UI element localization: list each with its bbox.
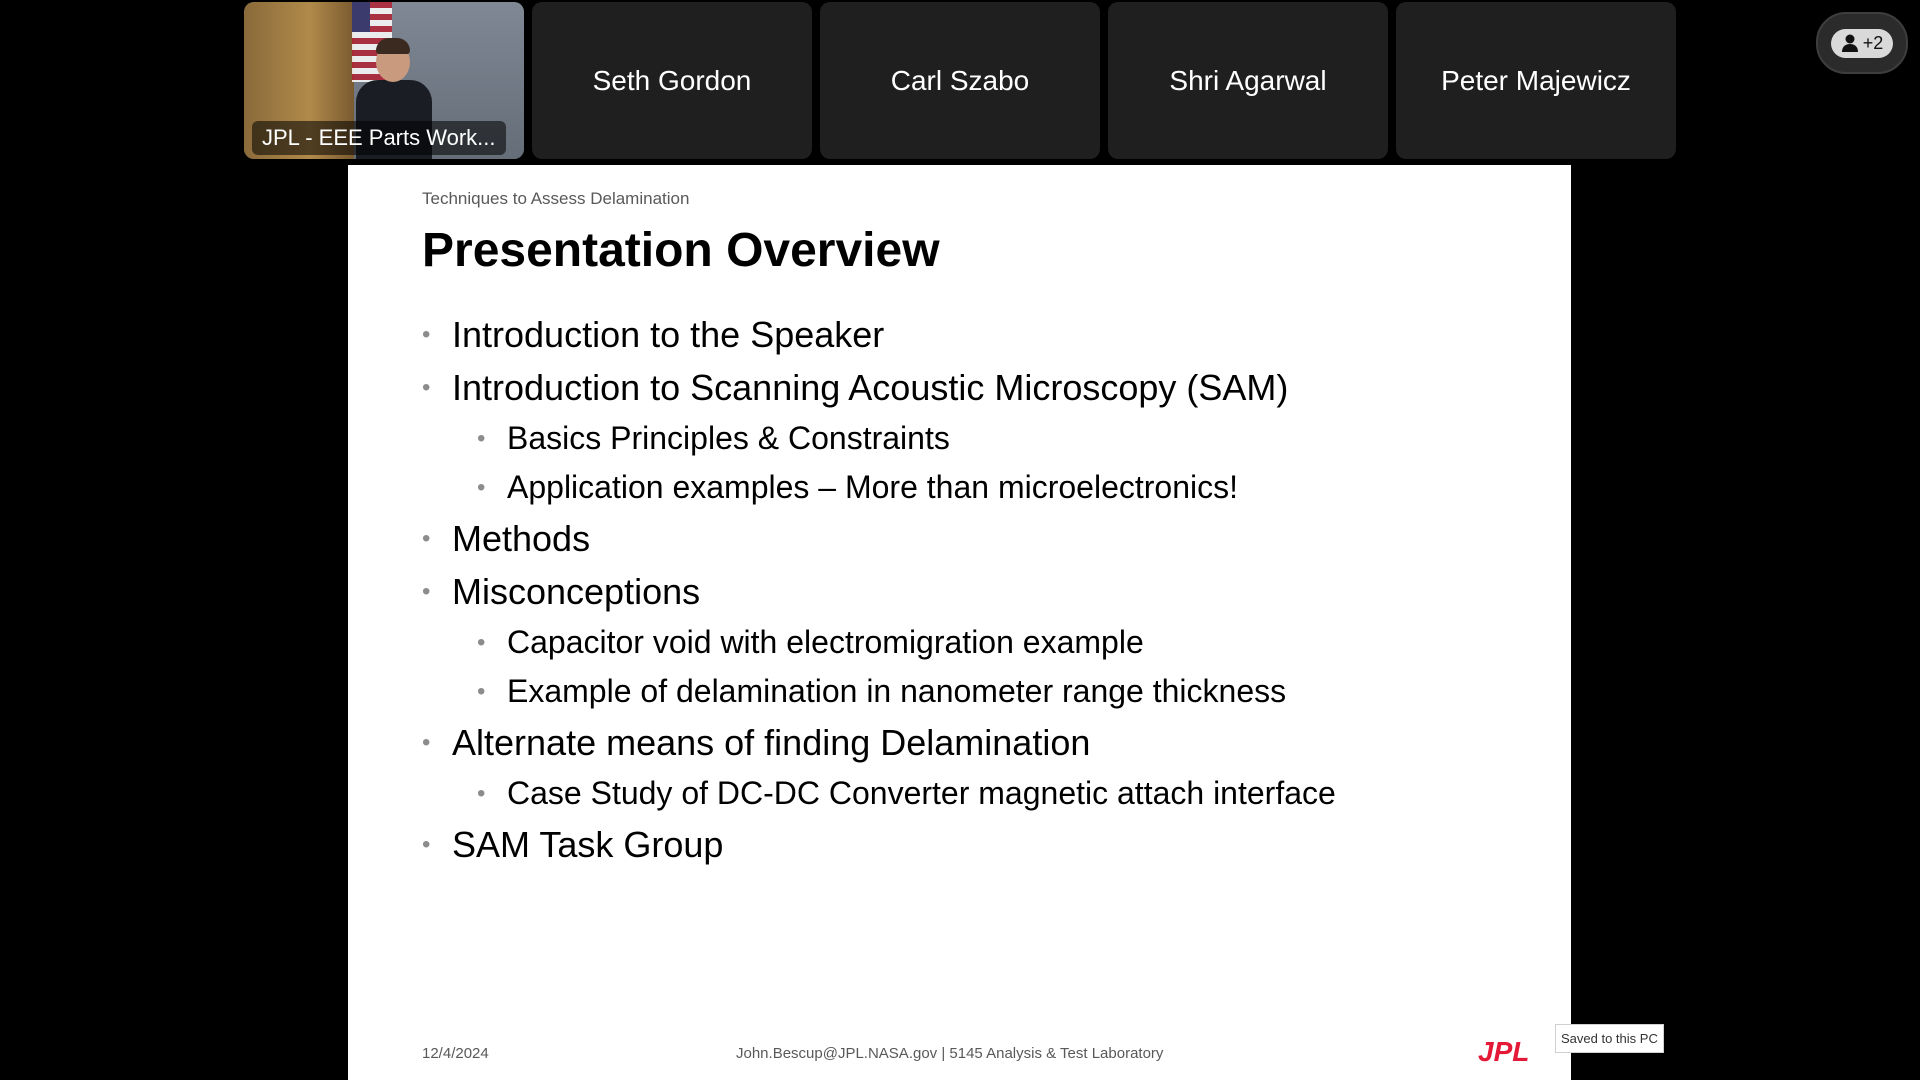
bullet-item	[422, 716, 1336, 769]
more-participants-button[interactable]	[1816, 12, 1908, 74]
person-icon	[1841, 33, 1859, 53]
bullet-item	[422, 565, 1336, 618]
bullet-text: Methods	[452, 518, 591, 559]
sub-bullet-item	[422, 463, 1336, 512]
video-tile-label: JPL - EEE Parts Work...	[252, 121, 506, 155]
participant-name: Shri Agarwal	[1169, 64, 1327, 96]
bullet-text: Misconceptions	[452, 571, 701, 612]
bullet-dot-icon: •	[422, 525, 431, 552]
bullet-dot-icon: •	[477, 678, 486, 705]
participant-tile-peter-majewicz[interactable]	[1396, 2, 1676, 159]
bullet-dot-icon: •	[422, 831, 431, 858]
participants-count-pill	[1831, 29, 1894, 58]
sub-bullet-item	[422, 618, 1336, 667]
bullet-item	[422, 818, 1336, 871]
bullet-dot-icon: •	[477, 425, 486, 452]
participant-name: Seth Gordon	[592, 64, 752, 96]
participant-video-tile[interactable]	[244, 2, 524, 159]
participant-name: Peter Majewicz	[1441, 64, 1631, 96]
bullet-text: Introduction to Scanning Acoustic Microscopy (SAM)	[452, 367, 1289, 408]
bullet-text: Application examples – More than microelectronics!	[507, 469, 1238, 505]
bullet-dot-icon: •	[477, 474, 486, 501]
bullet-text: SAM Task Group	[452, 824, 724, 865]
bullet-dot-icon: •	[477, 629, 486, 656]
bullet-list	[422, 308, 1336, 871]
shared-slide	[348, 165, 1571, 1080]
sub-bullet-item	[422, 414, 1336, 463]
bullet-text: Alternate means of finding Delamination	[452, 722, 1091, 763]
svg-text:JPL: JPL	[1478, 1037, 1530, 1065]
participants-overflow-count: +2	[1862, 32, 1884, 53]
jpl-logo	[1478, 1037, 1548, 1065]
slide-section-label: Techniques to Assess Delamination	[422, 189, 690, 208]
participant-name: Carl Szabo	[890, 64, 1030, 96]
sub-bullet-item	[422, 769, 1336, 818]
bullet-text: Introduction to the Speaker	[452, 314, 885, 355]
bullet-text: Basics Principles & Constraints	[507, 420, 950, 456]
sub-bullet-item	[422, 667, 1336, 716]
slide-footer-date: 12/4/2024	[422, 1045, 489, 1062]
bullet-dot-icon: •	[477, 780, 486, 807]
bullet-item	[422, 361, 1336, 414]
bullet-text: Case Study of DC-DC Converter magnetic attach interface	[507, 775, 1336, 811]
bullet-text: Example of delamination in nanometer range thickness	[507, 673, 1287, 709]
bullet-item	[422, 308, 1336, 361]
participant-tile-seth-gordon[interactable]	[532, 2, 812, 159]
bullet-dot-icon: •	[422, 374, 431, 401]
participant-tile-carl-szabo[interactable]	[820, 2, 1100, 159]
bullet-text: Capacitor void with electromigration example	[507, 624, 1144, 660]
bullet-dot-icon: •	[422, 578, 431, 605]
bullet-item	[422, 512, 1336, 565]
slide-title: Presentation Overview	[422, 224, 940, 277]
bullet-dot-icon: •	[422, 729, 431, 756]
participant-tile-shri-agarwal[interactable]	[1108, 2, 1388, 159]
saved-toast: Saved to this PC	[1555, 1024, 1664, 1053]
slide-footer-contact: John.Bescup@JPL.NASA.gov | 5145 Analysis & Test Laboratory	[736, 1045, 1164, 1062]
bullet-dot-icon: •	[422, 321, 431, 348]
